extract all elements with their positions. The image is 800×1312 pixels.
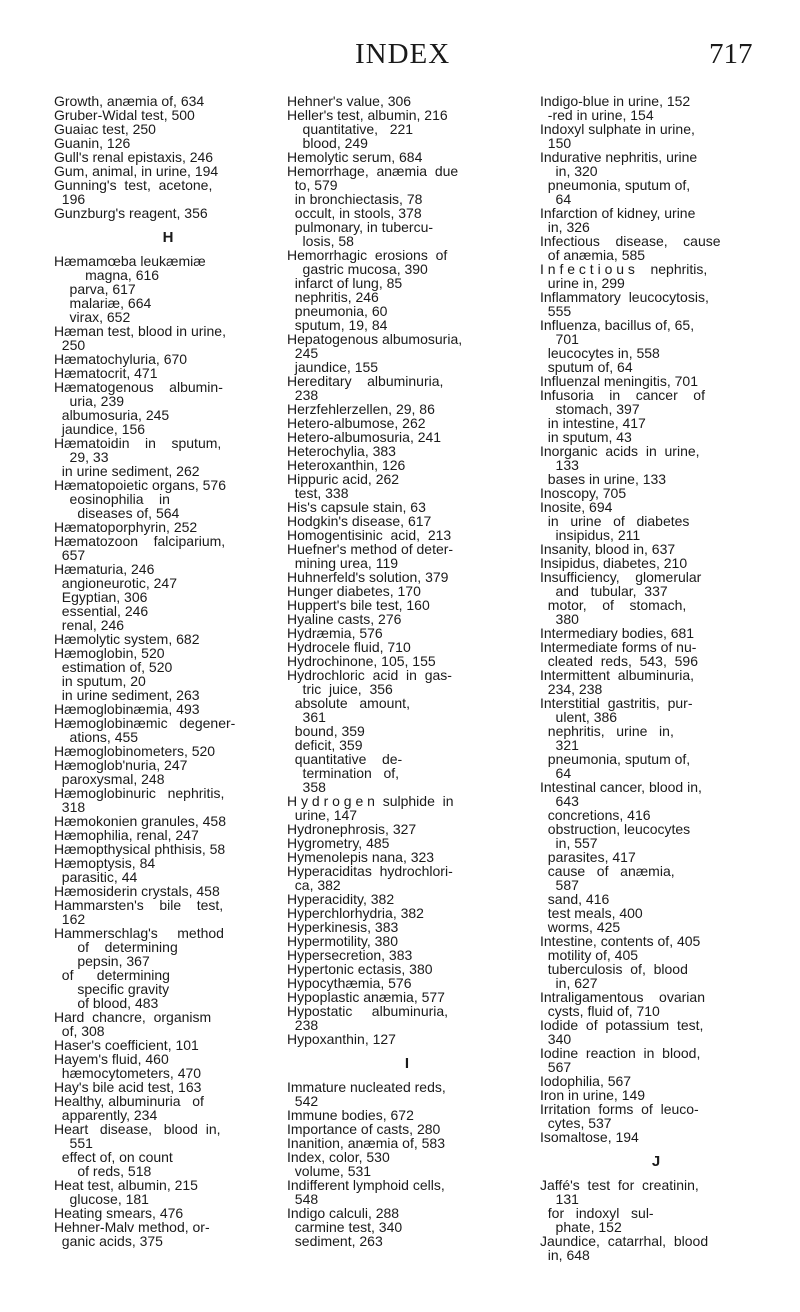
index-entry-line: Inanition, anæmia of, 583 — [287, 1135, 445, 1151]
page-title: INDEX — [355, 38, 451, 70]
index-entry-line: Hæmoglobinometers, 520 — [54, 743, 216, 759]
index-entry-line: Hæmatocrit, 471 — [54, 365, 158, 381]
index-entry-line: pulmonary, in tubercu- — [287, 219, 434, 235]
index-entry-line: His's capsule stain, 63 — [287, 499, 426, 515]
index-entry-line: virax, 652 — [54, 309, 131, 325]
index-entry-line: Hypocythæmia, 576 — [287, 975, 412, 991]
index-entry-line: ca, 382 — [287, 877, 341, 893]
index-column-1 — [54, 94, 282, 1248]
index-entry-line: to, 579 — [287, 177, 338, 193]
index-entry-line: Gunzburg's reagent, 356 — [54, 205, 208, 221]
index-entry-line: Gum, animal, in urine, 194 — [54, 163, 219, 179]
index-entry-line: test, 338 — [287, 485, 349, 501]
index-entry-line: Huhnerfeld's solution, 379 — [287, 569, 449, 585]
index-entry-line: pepsin, 367 — [54, 953, 150, 969]
index-entry-line: Hemorrhage, anæmia due — [287, 163, 459, 179]
index-entry-line: Hæmatopoietic organs, 576 — [54, 477, 226, 493]
index-entry-line: Hæmoglobinuric nephritis, — [54, 785, 225, 801]
index-entry-line: tuberculosis of, blood — [540, 961, 688, 977]
index-entry-line: Hæmolytic system, 682 — [54, 631, 200, 647]
index-entry-line: Hammarsten's bile test, — [54, 897, 224, 913]
index-entry-line: Index, color, 530 — [287, 1149, 390, 1165]
index-entry-line: sputum of, 64 — [540, 359, 633, 375]
index-column-3 — [540, 94, 772, 1262]
index-entry-line: parasitic, 44 — [54, 869, 138, 885]
index-entry-line: essential, 246 — [54, 603, 149, 619]
index-entry-line: Hæmatochyluria, 670 — [54, 351, 188, 367]
index-entry-line: Heart disease, blood in, — [54, 1121, 221, 1137]
index-entry-line: Hetero-albumosuria, 241 — [287, 429, 442, 445]
index-entry-line: 380 — [540, 611, 579, 627]
index-entry-line: 548 — [287, 1191, 319, 1207]
index-entry-line: occult, in stools, 378 — [287, 205, 422, 221]
index-entry-line: 542 — [287, 1093, 319, 1109]
index-entry-line: Iron in urine, 149 — [540, 1087, 646, 1103]
index-entry-line: Iodine reaction in blood, — [540, 1045, 701, 1061]
page-number: 717 — [709, 38, 753, 70]
index-entry-line: Hemolytic serum, 684 — [287, 149, 423, 165]
index-entry-line: Hodgkin's disease, 617 — [287, 513, 432, 529]
index-entry-line: Hepatogenous albumosuria, — [287, 331, 463, 347]
index-entry-line: ations, 455 — [54, 729, 139, 745]
index-entry-line: Intermediary bodies, 681 — [540, 625, 695, 641]
index-entry-line: Hehner's value, 306 — [287, 93, 412, 109]
index-entry-line: Hydræmia, 576 — [287, 625, 383, 641]
index-entry-line: bound, 359 — [287, 723, 365, 739]
index-entry-line: pneumonia, sputum of, — [540, 751, 691, 767]
index-entry-line: Hyaline casts, 276 — [287, 611, 402, 627]
index-entry-line: of determining — [54, 939, 178, 955]
index-entry-line: Hæmosiderin crystals, 458 — [54, 883, 220, 899]
index-entry-line: Hæmatozoon falciparium, — [54, 533, 226, 549]
index-entry-line: Hygrometry, 485 — [287, 835, 390, 851]
index-entry-line: of, 308 — [54, 1023, 105, 1039]
index-entry-line: Hæman test, blood in urine, — [54, 323, 226, 339]
index-entry-line: Influenza, bacillus of, 65, — [540, 317, 695, 333]
index-entry-line: ulent, 386 — [540, 709, 618, 725]
index-entry-line: Infarction of kidney, urine — [540, 205, 696, 221]
index-entry-line: of reds, 518 — [54, 1163, 152, 1179]
index-entry-line: Hunger diabetes, 170 — [287, 583, 421, 599]
index-entry-line: 643 — [540, 793, 579, 809]
index-entry-line: 587 — [540, 877, 579, 893]
index-entry-line: cause of anæmia, — [540, 863, 675, 879]
index-entry-line: of blood, 483 — [54, 995, 159, 1011]
index-entry-line: eosinophilia in — [54, 491, 170, 507]
index-entry-line: malariæ, 664 — [54, 295, 152, 311]
index-entry-line: worms, 425 — [540, 919, 621, 935]
index-entry-line: 250 — [54, 337, 86, 353]
index-entry-line: Hayem's fluid, 460 — [54, 1051, 169, 1067]
index-entry-line: Hehner-Malv method, or- — [54, 1219, 210, 1235]
index-entry-line: H y d r o g e n sulphide in — [287, 793, 454, 809]
index-entry-line: renal, 246 — [54, 617, 125, 633]
index-letter-heading: H — [162, 229, 174, 246]
index-entry-line: Inoscopy, 705 — [540, 485, 627, 501]
index-entry-line: Huefner's method of deter- — [287, 541, 454, 557]
index-entry-line: in urine sediment, 262 — [54, 463, 200, 479]
index-entry-line: magna, 616 — [54, 267, 160, 283]
index-entry-line: ganic acids, 375 — [54, 1233, 163, 1249]
index-entry-line: obstruction, leucocytes — [540, 821, 691, 837]
index-column-2 — [287, 94, 527, 1248]
index-entry-line: Hippuric acid, 262 — [287, 471, 400, 487]
index-entry-line: Hyperaciditas hydrochlori- — [287, 863, 453, 879]
index-entry-line: Hæmoglobin, 520 — [54, 645, 165, 661]
index-entry-line: leucocytes in, 558 — [540, 345, 660, 361]
index-entry-line: Heteroxanthin, 126 — [287, 457, 406, 473]
index-entry-line: Hypertonic ectasis, 380 — [287, 961, 433, 977]
index-entry-line: stomach, 397 — [540, 401, 640, 417]
index-entry-line: Hæmoptysis, 84 — [54, 855, 156, 871]
index-entry-line: 150 — [540, 135, 572, 151]
index-entry-line: Inflammatory leucocytosis, — [540, 289, 709, 305]
index-entry-line: Hæmophilia, renal, 247 — [54, 827, 199, 843]
index-entry-line: Huppert's bile test, 160 — [287, 597, 430, 613]
index-entry-line: Indurative nephritis, urine — [540, 149, 698, 165]
index-entry-line: blood, 249 — [287, 135, 368, 151]
index-entry-line: Intermediate forms of nu- — [540, 639, 697, 655]
index-entry-line: Hyperkinesis, 383 — [287, 919, 399, 935]
index-entry-line: 234, 238 — [540, 681, 603, 697]
index-entry-line: Immature nucleated reds, — [287, 1079, 446, 1095]
index-entry-line: 64 — [540, 765, 572, 781]
index-entry-line: termination of, — [287, 765, 400, 781]
index-entry-line: Infectious disease, cause — [540, 233, 721, 249]
index-entry-line: Heat test, albumin, 215 — [54, 1177, 198, 1193]
index-entry-line: Hæmopthysical phthisis, 58 — [54, 841, 226, 857]
index-entry-line: parasites, 417 — [540, 849, 636, 865]
index-entry-line: Hæmokonien granules, 458 — [54, 813, 226, 829]
index-entry-line: Hæmatoporphyrin, 252 — [54, 519, 198, 535]
index-entry-line: quantitative de- — [287, 751, 403, 767]
index-entry-line: Jaffé's test for creatinin, — [540, 1177, 699, 1193]
index-entry-line: losis, 58 — [287, 233, 354, 249]
index-entry-line: hæmocytometers, 470 — [54, 1065, 202, 1081]
page-header — [0, 38, 800, 74]
index-entry-line: Hypoxanthin, 127 — [287, 1031, 396, 1047]
index-entry-line: Hyperchlorhydria, 382 — [287, 905, 424, 921]
index-entry-line: Gull's renal epistaxis, 246 — [54, 149, 214, 165]
index-entry-line: glucose, 181 — [54, 1191, 149, 1207]
index-entry-line: Inorganic acids in urine, — [540, 443, 700, 459]
index-entry-line: Indigo-blue in urine, 152 — [540, 93, 691, 109]
index-entry-line: estimation of, 520 — [54, 659, 173, 675]
index-entry-line: bases in urine, 133 — [540, 471, 667, 487]
index-entry-line: 567 — [540, 1059, 572, 1075]
index-entry-line: Interstitial gastritis, pur- — [540, 695, 693, 711]
index-entry-line: Heterochylia, 383 — [287, 443, 396, 459]
index-entry-line: in, 648 — [540, 1247, 590, 1263]
index-letter-heading: I — [404, 1055, 410, 1072]
index-entry-line: Heating smears, 476 — [54, 1205, 184, 1221]
index-entry-line: effect of, on count — [54, 1149, 173, 1165]
index-entry-line: Hypostatic albuminuria, — [287, 1003, 449, 1019]
index-entry-line: motility of, 405 — [540, 947, 639, 963]
index-entry-line: uria, 239 — [54, 393, 125, 409]
index-entry-line: I n f e c t i o u s nephritis, — [540, 261, 708, 277]
index-entry-line: concretions, 416 — [540, 807, 651, 823]
index-entry-line: Irritation forms of leuco- — [540, 1101, 699, 1117]
index-entry-line: Importance of casts, 280 — [287, 1121, 441, 1137]
index-entry-line: Hereditary albuminuria, — [287, 373, 444, 389]
index-entry-line: of anæmia, 585 — [540, 247, 646, 263]
index-entry-line: Hypersecretion, 383 — [287, 947, 413, 963]
index-entry-line: in urine of diabetes — [540, 513, 690, 529]
index-entry-line: Herzfehlerzellen, 29, 86 — [287, 401, 435, 417]
index-entry-line: tric juice, 356 — [287, 681, 393, 697]
index-letter-heading: J — [651, 1153, 661, 1170]
index-entry-line: Hæmoglobinæmic degener- — [54, 715, 236, 731]
index-entry-line: Hæmatoidin in sputum, — [54, 435, 222, 451]
index-entry-line: absolute amount, — [287, 695, 410, 711]
index-entry-line: Intraligamentous ovarian — [540, 989, 705, 1005]
index-entry-line: Haser's coefficient, 101 — [54, 1037, 199, 1053]
index-entry-line: 340 — [540, 1031, 572, 1047]
index-entry-line: sputum, 19, 84 — [287, 317, 388, 333]
index-entry-line: in sputum, 43 — [540, 429, 632, 445]
index-entry-line: jaundice, 155 — [287, 359, 379, 375]
index-entry-line: Gunning's test, acetone, — [54, 177, 213, 193]
index-entry-line: urine in, 299 — [540, 275, 625, 291]
index-entry-line: 238 — [287, 1017, 319, 1033]
index-entry-line: Egyptian, 306 — [54, 589, 148, 605]
index-entry-line: Indigo calculi, 288 — [287, 1205, 400, 1221]
index-entry-line: quantitative, 221 — [287, 121, 414, 137]
index-entry-line: cleated reds, 543, 596 — [540, 653, 698, 669]
index-entry-line: Hæmoglob'nuria, 247 — [54, 757, 188, 773]
index-entry-line: Hard chancre, organism — [54, 1009, 212, 1025]
index-entry-line: Hemorrhagic erosions of — [287, 247, 448, 263]
index-entry-line: Hypermotility, 380 — [287, 933, 399, 949]
index-entry-line: 318 — [54, 799, 86, 815]
index-entry-line: angioneurotic, 247 — [54, 575, 177, 591]
index-entry-line: Insanity, blood in, 637 — [540, 541, 676, 557]
index-entry-line: in, 557 — [540, 835, 598, 851]
index-entry-line: Hammerschlag's method — [54, 925, 224, 941]
index-entry-line: Hymenolepis nana, 323 — [287, 849, 435, 865]
index-entry-line: Influenzal meningitis, 701 — [540, 373, 698, 389]
index-entry-line: specific gravity — [54, 981, 170, 997]
index-entry-line: 657 — [54, 547, 86, 563]
index-entry-line: Hetero-albumose, 262 — [287, 415, 426, 431]
index-entry-line: in bronchiectasis, 78 — [287, 191, 423, 207]
index-entry-line: diseases of, 564 — [54, 505, 180, 521]
index-entry-line: 238 — [287, 387, 319, 403]
index-entry-line: in, 627 — [540, 975, 598, 991]
index-entry-line: 245 — [287, 345, 319, 361]
index-entry-line: Inosite, 694 — [540, 499, 613, 515]
index-entry-line: Hydrocele fluid, 710 — [287, 639, 411, 655]
index-entry-line: infarct of lung, 85 — [287, 275, 403, 291]
index-entry-line: Insipidus, diabetes, 210 — [540, 555, 688, 571]
index-entry-line: jaundice, 156 — [54, 421, 146, 437]
index-entry-line: Intestine, contents of, 405 — [540, 933, 701, 949]
index-entry-line: 162 — [54, 911, 86, 927]
index-entry-line: 358 — [287, 779, 326, 795]
index-entry-line: Healthy, albuminuria of — [54, 1093, 204, 1109]
index-entry-line: 361 — [287, 709, 326, 725]
index-entry-line: Heller's test, albumin, 216 — [287, 107, 448, 123]
index-entry-line: Hydrochloric acid in gas- — [287, 667, 452, 683]
index-entry-line: gastric mucosa, 390 — [287, 261, 428, 277]
index-entry-line: urine, 147 — [287, 807, 358, 823]
index-entry-line: Hæmamœba leukæmiæ — [54, 253, 206, 269]
index-entry-line: Guanin, 126 — [54, 135, 131, 151]
index-entry-line: pneumonia, 60 — [287, 303, 388, 319]
index-entry-line: 133 — [540, 457, 579, 473]
index-entry-line: deficit, 359 — [287, 737, 363, 753]
index-entry-line: phate, 152 — [540, 1219, 622, 1235]
index-entry-line: 29, 33 — [54, 449, 109, 465]
index-entry-line: Guaiac test, 250 — [54, 121, 156, 137]
index-entry-line: Growth, anæmia of, 634 — [54, 93, 205, 109]
index-entry-line: nephritis, 246 — [287, 289, 379, 305]
index-entry-line: Hydronephrosis, 327 — [287, 821, 417, 837]
index-entry-line: pneumonia, sputum of, — [540, 177, 691, 193]
index-entry-line: test meals, 400 — [540, 905, 643, 921]
index-entry-line: mining urea, 119 — [287, 555, 399, 571]
index-entry-line: sediment, 263 — [287, 1233, 383, 1249]
index-entry-line: Homogentisinic acid, 213 — [287, 527, 452, 543]
index-entry-line: Hæmaturia, 246 — [54, 561, 155, 577]
index-entry-line: Indifferent lymphoid cells, — [287, 1177, 445, 1193]
index-entry-line: 321 — [540, 737, 579, 753]
index-entry-line: in intestine, 417 — [540, 415, 646, 431]
index-entry-line: in, 326 — [540, 219, 590, 235]
index-entry-line: Indoxyl sulphate in urine, — [540, 121, 695, 137]
index-entry-line: 551 — [54, 1135, 93, 1151]
index-entry-line: -red in urine, 154 — [540, 107, 654, 123]
index-entry-line: carmine test, 340 — [287, 1219, 403, 1235]
index-entry-line: 196 — [54, 191, 86, 207]
index-entry-line: Jaundice, catarrhal, blood — [540, 1233, 709, 1249]
index-entry-line: albumosuria, 245 — [54, 407, 170, 423]
index-entry-line: Gruber-Widal test, 500 — [54, 107, 195, 123]
index-entry-line: motor, of stomach, — [540, 597, 687, 613]
index-entry-line: Hyperacidity, 382 — [287, 891, 395, 907]
index-entry-line: Hæmatogenous albumin- — [54, 379, 223, 395]
index-entry-line: volume, 531 — [287, 1163, 372, 1179]
index-entry-line: Hæmoglobinæmia, 493 — [54, 701, 200, 717]
index-entry-line: 701 — [540, 331, 579, 347]
index-entry-line: sand, 416 — [540, 891, 610, 907]
index-entry-line: Hay's bile acid test, 163 — [54, 1079, 202, 1095]
index-entry-line: Hypoplastic anæmia, 577 — [287, 989, 445, 1005]
index-entry-line: for indoxyl sul- — [540, 1205, 654, 1221]
index-entry-line: Iodide of potassium test, — [540, 1017, 704, 1033]
index-entry-line: Iodophilia, 567 — [540, 1073, 632, 1089]
index-entry-line: of determining — [54, 967, 170, 983]
index-entry-line: Isomaltose, 194 — [540, 1129, 639, 1145]
index-entry-line: Immune bodies, 672 — [287, 1107, 414, 1123]
index-entry-line: parva, 617 — [54, 281, 136, 297]
index-entry-line: apparently, 234 — [54, 1107, 158, 1123]
index-entry-line: Insufficiency, glomerular — [540, 569, 702, 585]
index-entry-line: in, 320 — [540, 163, 598, 179]
index-entry-line: and tubular, 337 — [540, 583, 668, 599]
index-entry-line: 131 — [540, 1191, 579, 1207]
index-entry-line: in urine sediment, 263 — [54, 687, 200, 703]
index-entry-line: 64 — [540, 191, 572, 207]
index-entry-line: Intermittent albuminuria, — [540, 667, 695, 683]
index-entry-line: Infusoria in cancer of — [540, 387, 705, 403]
index-entry-line: Hydrochinone, 105, 155 — [287, 653, 436, 669]
index-entry-line: Intestinal cancer, blood in, — [540, 779, 702, 795]
index-entry-line: nephritis, urine in, — [540, 723, 674, 739]
index-entry-line: paroxysmal, 248 — [54, 771, 165, 787]
index-entry-line: 555 — [540, 303, 572, 319]
index-entry-line: cytes, 537 — [540, 1115, 612, 1131]
index-entry-line: cysts, fluid of, 710 — [540, 1003, 660, 1019]
index-entry-line: in sputum, 20 — [54, 673, 146, 689]
index-entry-line: insipidus, 211 — [540, 527, 641, 543]
